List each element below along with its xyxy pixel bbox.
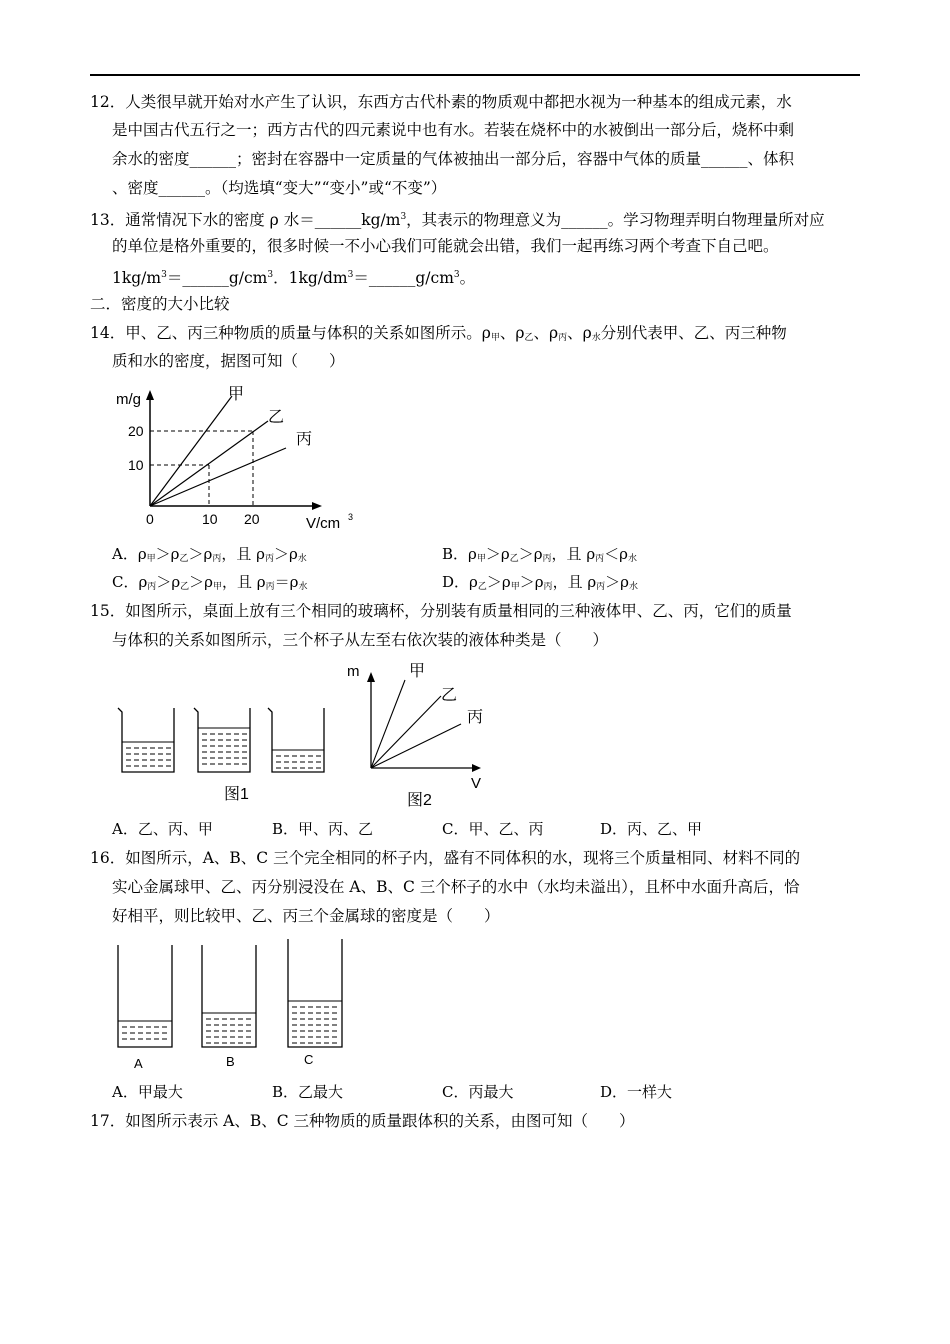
cup-1 bbox=[118, 708, 174, 772]
q13-l3-sup3: 3 bbox=[347, 270, 354, 280]
q14-sub-jia: 甲 bbox=[490, 333, 500, 343]
opt-text: ，且 ρ bbox=[551, 545, 596, 563]
q16-option-b[interactable]: B．乙最大 bbox=[272, 1083, 344, 1101]
q14-sub-shui: 水 bbox=[591, 333, 601, 343]
q14-option-c[interactable] bbox=[112, 572, 307, 597]
q12-line-4: 、密度______。（均选填“变大”“变小”或“不变”） bbox=[112, 179, 447, 197]
opt-text: ，且 ρ bbox=[222, 573, 266, 591]
opt-sub: 水 bbox=[629, 582, 639, 592]
opt-sub: 甲 bbox=[212, 582, 222, 592]
q17-line-1: 17．如图所示表示 A、B、C 三种物质的质量跟体积的关系，由图可知（ ） bbox=[90, 1112, 635, 1130]
q14-mass-volume-graph bbox=[110, 382, 360, 537]
opt-text: A．ρ bbox=[112, 545, 147, 563]
q14-text-a: 14．甲、乙、丙三种物质的质量与体积的关系如图所示。ρ bbox=[90, 324, 491, 342]
label-yi: 乙 bbox=[268, 409, 285, 426]
q13-line-1 bbox=[90, 207, 825, 230]
opt-sub: 乙 bbox=[509, 554, 519, 564]
opt-sub: 丙 bbox=[212, 554, 222, 564]
line-bing bbox=[371, 724, 461, 768]
opt-sub: 乙 bbox=[477, 582, 487, 592]
tick-origin: 0 bbox=[146, 511, 154, 527]
opt-text: ＝ρ bbox=[274, 573, 299, 591]
x-axis-label: V/cm bbox=[306, 515, 341, 532]
y-axis-arrow bbox=[367, 672, 375, 682]
q13-l3-d: ＝______g/cm bbox=[353, 269, 454, 287]
q15-line-2: 与体积的关系如图所示，三个杯子从左至右依次装的液体种类是（ ） bbox=[112, 631, 609, 649]
label-bing: 丙 bbox=[467, 709, 484, 726]
opt-text: ＞ρ bbox=[155, 545, 180, 563]
tick-y-10: 10 bbox=[128, 457, 144, 473]
figure-1-caption: 图1 bbox=[224, 786, 249, 803]
q13-l3-b: ＝______g/cm bbox=[166, 269, 268, 287]
line-jia bbox=[371, 680, 405, 768]
q14-sep-1: 、ρ bbox=[499, 324, 525, 342]
label-jia: 甲 bbox=[409, 663, 426, 680]
header-rule bbox=[90, 74, 860, 76]
q14-sub-yi: 乙 bbox=[524, 333, 534, 343]
cup-2 bbox=[194, 708, 250, 772]
q12-line-2: 是中国古代五行之一；西方古代的四元素说中也有水。若装在烧杯中的水被倒出一部分后，烧杯中剩 bbox=[112, 121, 795, 139]
opt-sub: 丙 bbox=[543, 582, 553, 592]
tick-x-20: 20 bbox=[244, 511, 260, 527]
opt-sub: 甲 bbox=[146, 554, 156, 564]
opt-sub: 水 bbox=[298, 582, 308, 592]
q15-figure-1-cups bbox=[116, 700, 346, 810]
q14-line-2: 质和水的密度，据图可知（ ） bbox=[112, 352, 345, 370]
cup-c bbox=[288, 939, 342, 1067]
q13-line-2: 的单位是格外重要的，很多时候一不小心我们可能就会出错，我们一起再练习两个考查下自己吧。 bbox=[112, 237, 779, 255]
q13-line-3 bbox=[112, 265, 475, 288]
x-axis-arrow bbox=[312, 502, 322, 510]
opt-text: B．ρ bbox=[442, 545, 477, 563]
q15-option-a[interactable]: A．乙、丙、甲 bbox=[112, 820, 213, 838]
label-bing: 丙 bbox=[296, 431, 313, 448]
q14-option-d[interactable] bbox=[442, 572, 638, 597]
q14-option-a[interactable] bbox=[112, 544, 307, 569]
opt-text: ＞ρ bbox=[518, 545, 543, 563]
cup-a bbox=[118, 945, 172, 1071]
q13-l3-sup4: 3 bbox=[453, 270, 460, 280]
tick-y-20: 20 bbox=[128, 423, 144, 439]
opt-text: C．ρ bbox=[112, 573, 148, 591]
q13-text-b: ，其表示的物理意义为______。学习物理弄明白物理量所对应 bbox=[406, 211, 825, 229]
opt-sub: 水 bbox=[627, 554, 637, 564]
q15-option-d[interactable]: D．丙、乙、甲 bbox=[600, 820, 703, 838]
opt-sub: 甲 bbox=[476, 554, 486, 564]
q16-option-d[interactable]: D．一样大 bbox=[600, 1083, 673, 1101]
opt-sub: 乙 bbox=[179, 554, 189, 564]
q16-line-2: 实心金属球甲、乙、丙分别浸没在 A、B、C 三个杯子的水中（水均未溢出），且杯中水面升高后，恰 bbox=[112, 878, 800, 896]
opt-sub: 丙 bbox=[147, 582, 157, 592]
opt-text: ＞ρ bbox=[273, 545, 298, 563]
opt-sub: 丙 bbox=[596, 582, 606, 592]
q14-option-b[interactable] bbox=[442, 544, 637, 569]
q16-line-3: 好相平，则比较甲、乙、丙三个金属球的密度是（ ） bbox=[112, 907, 500, 925]
q16-option-c[interactable]: C．丙最大 bbox=[442, 1083, 514, 1101]
label-jia: 甲 bbox=[228, 386, 245, 403]
x-axis-arrow bbox=[472, 764, 481, 772]
q15-option-b[interactable]: B．甲、丙、乙 bbox=[272, 820, 374, 838]
y-axis-label: m/g bbox=[116, 391, 142, 408]
opt-sub: 甲 bbox=[510, 582, 520, 592]
q13-text-a: 13．通常情况下水的密度 ρ 水＝______kg/m bbox=[90, 211, 401, 229]
q13-l3-c: ．1kg/dm bbox=[273, 269, 348, 287]
q15-option-c[interactable]: C．甲、乙、丙 bbox=[442, 820, 544, 838]
q15-figure-2-graph bbox=[345, 660, 495, 810]
q16-cups-figure bbox=[112, 937, 352, 1072]
opt-text: ＞ρ bbox=[188, 545, 213, 563]
q13-sup: 3 bbox=[400, 212, 407, 222]
q14-sep-3: 、ρ bbox=[567, 324, 592, 342]
tick-x-10: 10 bbox=[202, 511, 218, 527]
cup-b bbox=[202, 945, 256, 1069]
q12-line-1: 12．人类很早就开始对水产生了认识，东西方古代朴素的物质观中都把水视为一种基本的组成元素，水 bbox=[90, 93, 792, 111]
opt-sub: 水 bbox=[297, 554, 307, 564]
opt-text: ＞ρ bbox=[605, 573, 629, 591]
q14-sub-bing: 丙 bbox=[558, 333, 568, 343]
q16-line-1: 16．如图所示，A、B、C 三个完全相同的杯子内，盛有不同体积的水，现将三个质量相同、材料不同的 bbox=[90, 849, 801, 867]
line-jia bbox=[150, 396, 232, 506]
cup-b-label: B bbox=[226, 1054, 235, 1069]
figure-2-caption: 图2 bbox=[407, 792, 432, 809]
opt-text: ＞ρ bbox=[485, 545, 510, 563]
opt-text: ＞ρ bbox=[519, 573, 544, 591]
x-axis-label-sup: 3 bbox=[348, 512, 354, 522]
opt-text: ，且 ρ bbox=[221, 545, 265, 563]
y-axis-arrow bbox=[146, 390, 154, 400]
q13-l3-e: 。 bbox=[459, 269, 476, 287]
q13-l3-a: 1kg/m bbox=[112, 269, 162, 287]
cup-a-label: A bbox=[134, 1056, 143, 1071]
opt-sub: 丙 bbox=[265, 582, 275, 592]
q15-line-1: 15．如图所示，桌面上放有三个相同的玻璃杯，分别装有质量相同的三种液体甲、乙、丙，它们的质量 bbox=[90, 602, 792, 620]
opt-text: ＞ρ bbox=[189, 573, 213, 591]
q14-text-b: 分别代表甲、乙、丙三种物 bbox=[600, 324, 787, 342]
y-axis-label: m bbox=[347, 663, 360, 680]
opt-sub: 丙 bbox=[264, 554, 274, 564]
opt-text: ＜ρ bbox=[604, 545, 628, 563]
line-yi bbox=[371, 696, 441, 768]
q14-line-1 bbox=[90, 323, 787, 348]
opt-text: ＞ρ bbox=[156, 573, 181, 591]
section-heading-2: 二．密度的大小比较 bbox=[90, 295, 230, 313]
q14-sep-2: 、ρ bbox=[533, 324, 559, 342]
opt-text: D．ρ bbox=[442, 573, 478, 591]
opt-sub: 丙 bbox=[542, 554, 552, 564]
opt-sub: 丙 bbox=[595, 554, 605, 564]
opt-sub: 乙 bbox=[180, 582, 190, 592]
q13-l3-sup2: 3 bbox=[267, 270, 274, 280]
q12-line-3: 余水的密度______；密封在容器中一定质量的气体被抽出一部分后，容器中气体的质量______、体积 bbox=[112, 150, 795, 168]
opt-text: ，且 ρ bbox=[552, 573, 597, 591]
x-axis-label: V bbox=[471, 775, 482, 792]
q13-l3-sup1: 3 bbox=[161, 270, 167, 280]
cup-3 bbox=[268, 708, 324, 772]
q16-option-a[interactable]: A．甲最大 bbox=[112, 1083, 183, 1101]
opt-text: ＞ρ bbox=[486, 573, 511, 591]
cup-c-label: C bbox=[304, 1052, 314, 1067]
label-yi: 乙 bbox=[441, 687, 458, 704]
